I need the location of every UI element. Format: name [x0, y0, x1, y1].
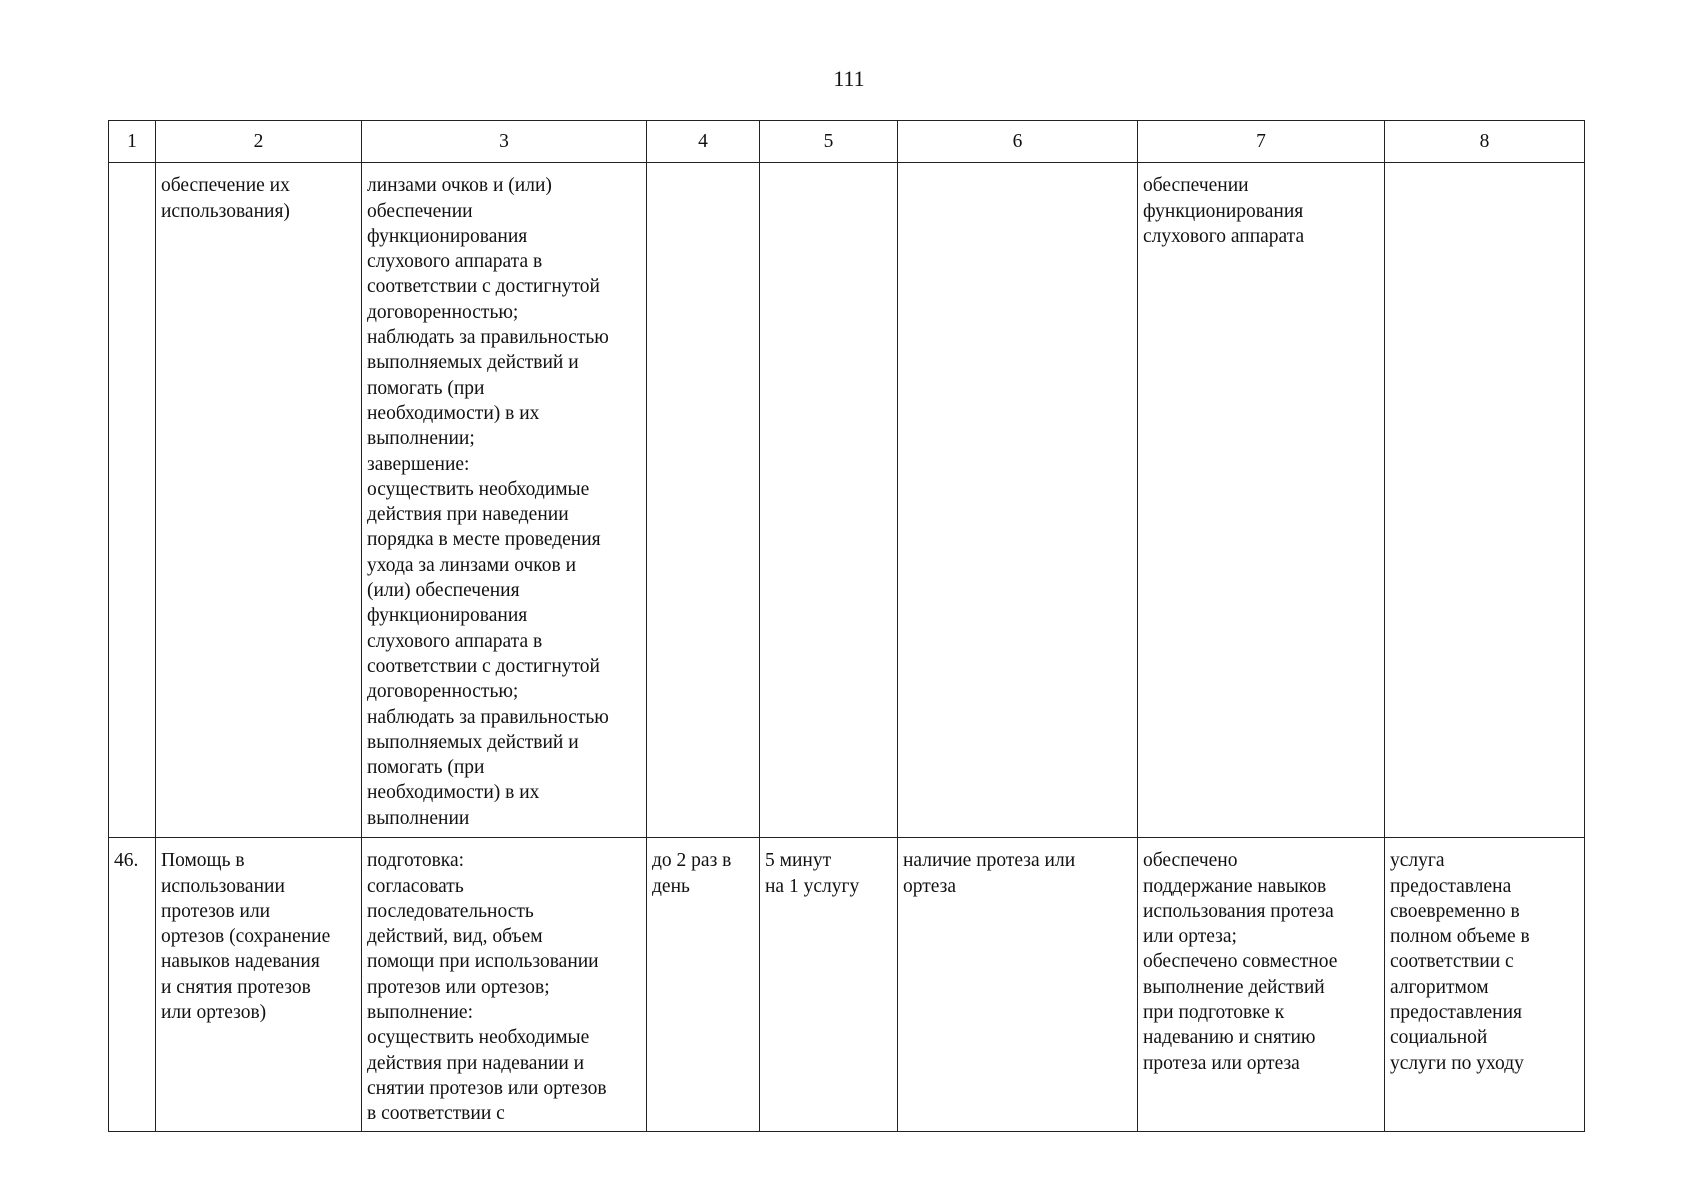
table-row [109, 163, 1585, 838]
service-description-cell [362, 838, 647, 1131]
column-header: 6 [898, 121, 1138, 163]
quality-cell [1385, 163, 1585, 838]
cell-text: обеспечение их использования) [161, 175, 290, 222]
duration-cell [760, 838, 898, 1131]
cell-text: услуга предоставлена своевременно в полном объеме в соответствии с алгоритмом предоставления социальной услуги по уходу [1390, 850, 1530, 1074]
conditions-cell [898, 838, 1138, 1131]
service-name-cell [156, 163, 362, 838]
conditions-cell [898, 163, 1138, 838]
result-cell [1138, 163, 1385, 838]
service-name-cell [156, 838, 362, 1131]
column-header: 5 [760, 121, 898, 163]
cell-text: линзами очков и (или) обеспечении функционирования слухового аппарата в соответствии с достигнутой договоренностью; наблюдать за правильностью выполняемых действий и помогать (при необходимости) в их выполнении; завершение: осуществить необходимые действия при наведении порядка в месте проведения ухода за линзами очков и (или) обеспечения функционирования слухового аппарата в соответствии с достигнутой договоренностью; наблюдать за правильностью выполняемых действий и помогать (при необходимости) в их выполнении [367, 175, 609, 829]
table-row [109, 838, 1585, 1131]
frequency-cell [647, 838, 760, 1131]
column-header: 8 [1385, 121, 1585, 163]
duration-cell [760, 163, 898, 838]
column-header: 1 [109, 121, 156, 163]
quality-cell [1385, 838, 1585, 1131]
service-description-cell [362, 163, 647, 838]
header-row [109, 121, 1585, 163]
page-number: 111 [833, 66, 865, 91]
cell-text: обеспечении функционирования слухового аппарата [1143, 175, 1305, 247]
column-header: 2 [156, 121, 362, 163]
result-cell [1138, 838, 1385, 1131]
row-number-cell [109, 838, 156, 1131]
table-header [109, 121, 1585, 163]
cell-text: до 2 раз в день [652, 850, 732, 897]
cell-text: 5 минут на 1 услугу [765, 850, 860, 897]
column-header: 4 [647, 121, 760, 163]
cell-text: Помощь в использовании протезов или ортезов (сохранение навыков надевания и снятия протезов или ортезов) [161, 850, 331, 1024]
cell-text: наличие протеза или ортеза [903, 850, 1076, 897]
cell-text: 46. [114, 850, 139, 872]
services-table [108, 120, 1585, 1132]
cell-text: обеспечено поддержание навыков использования протеза или ортеза; обеспечено совместное выполнение действий при подготовке к надеванию и снятию протеза или ортеза [1143, 850, 1338, 1074]
cell-text: подготовка: согласовать последовательность действий, вид, объем помощи при использовании протезов или ортезов; выполнение: осуществить необходимые действия при надевании и снятии протезов или ортезов в соответствии с [367, 850, 607, 1125]
frequency-cell [647, 163, 760, 838]
column-header: 3 [362, 121, 647, 163]
column-header: 7 [1138, 121, 1385, 163]
row-number-cell [109, 163, 156, 838]
